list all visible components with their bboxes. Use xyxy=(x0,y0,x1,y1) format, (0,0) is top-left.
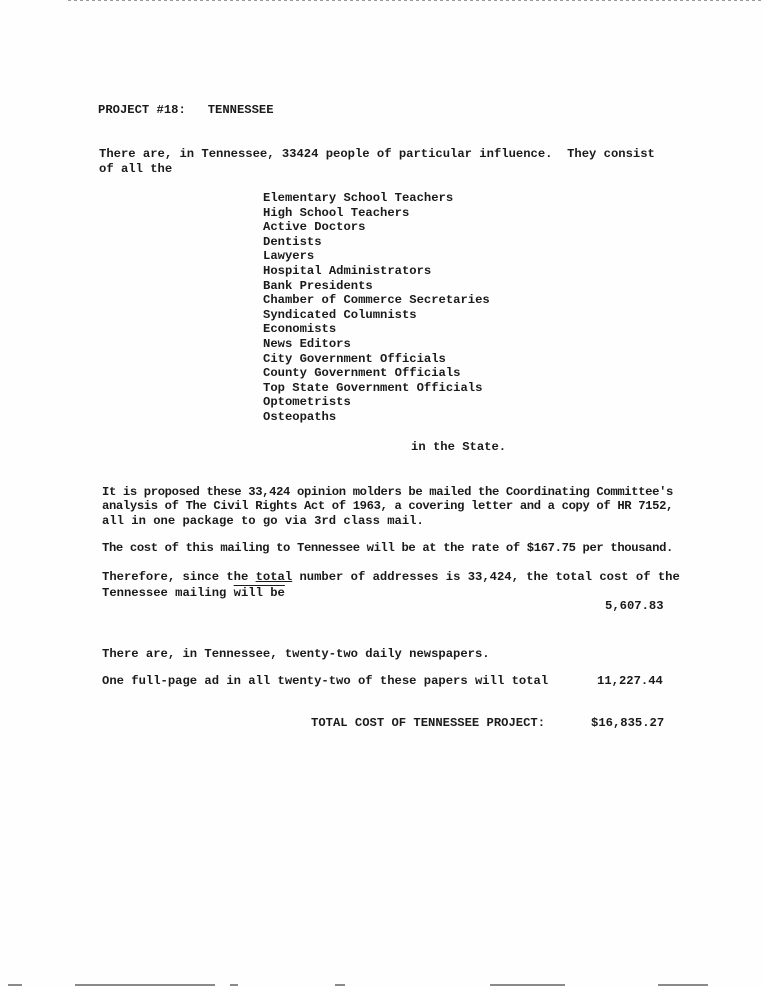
list-item: Osteopaths xyxy=(263,409,337,424)
influencer-list xyxy=(263,191,490,425)
list-suffix: in the State. xyxy=(411,440,507,454)
ad-sentence: One full-page ad in all twenty-two of these papers will total xyxy=(102,674,549,688)
list-item: High School Teachers xyxy=(263,205,410,220)
project-label: PROJECT #18: xyxy=(98,103,186,117)
list-item: News Editors xyxy=(263,336,351,351)
list-item: Top State Government Officials xyxy=(263,380,483,395)
project-state: TENNESSEE xyxy=(207,103,274,117)
list-item: Hospital Administrators xyxy=(263,263,432,278)
intro-line-1: There are, in Tennessee, 33424 people of particular influence. They consist xyxy=(99,147,655,161)
ad-amount: 11,227.44 xyxy=(597,674,663,688)
list-item: County Government Officials xyxy=(263,366,461,381)
list-item: Elementary School Teachers xyxy=(263,191,454,205)
list-item: Optometrists xyxy=(263,395,351,410)
proposal-line-1: It is proposed these 33,424 opinion molders be mailed the Coordinating Committee's xyxy=(102,485,674,499)
intro-line-2: of all the xyxy=(99,162,173,176)
scan-top-edge xyxy=(68,0,763,1)
rate-sentence: The cost of this mailing to Tennessee will be at the rate of $167.75 per thousand. xyxy=(102,541,674,555)
therefore-line-1: Therefore, since the total number of addresses is 33,424, the total cost of the xyxy=(102,570,680,584)
list-item: Dentists xyxy=(263,234,322,249)
project-heading xyxy=(98,103,274,118)
list-item: Bank Presidents xyxy=(263,278,373,293)
total-amount: $16,835.27 xyxy=(591,716,665,730)
therefore-line-2: Tennessee mailing will be xyxy=(102,586,285,600)
list-item: Chamber of Commerce Secretaries xyxy=(263,293,490,308)
proposal-line-2: analysis of The Civil Rights Act of 1963, a covering letter and a copy of HR 7152, xyxy=(102,499,674,513)
underlined-total: total xyxy=(255,570,293,584)
list-item: Active Doctors xyxy=(263,220,366,235)
list-item: Syndicated Columnists xyxy=(263,307,417,322)
proposal-line-3: all in one package to go via 3rd class mail. xyxy=(102,514,424,528)
list-item: Economists xyxy=(263,322,337,337)
overlined-will-be: will be xyxy=(233,586,285,600)
total-label: TOTAL COST OF TENNESSEE PROJECT: xyxy=(311,716,546,730)
list-item: City Government Officials xyxy=(263,351,446,366)
newspapers-sentence: There are, in Tennessee, twenty-two daily newspapers. xyxy=(102,647,490,661)
scan-bottom-edge xyxy=(0,983,763,987)
list-item: Lawyers xyxy=(263,249,315,264)
mailing-cost-amount: 5,607.83 xyxy=(605,599,664,613)
